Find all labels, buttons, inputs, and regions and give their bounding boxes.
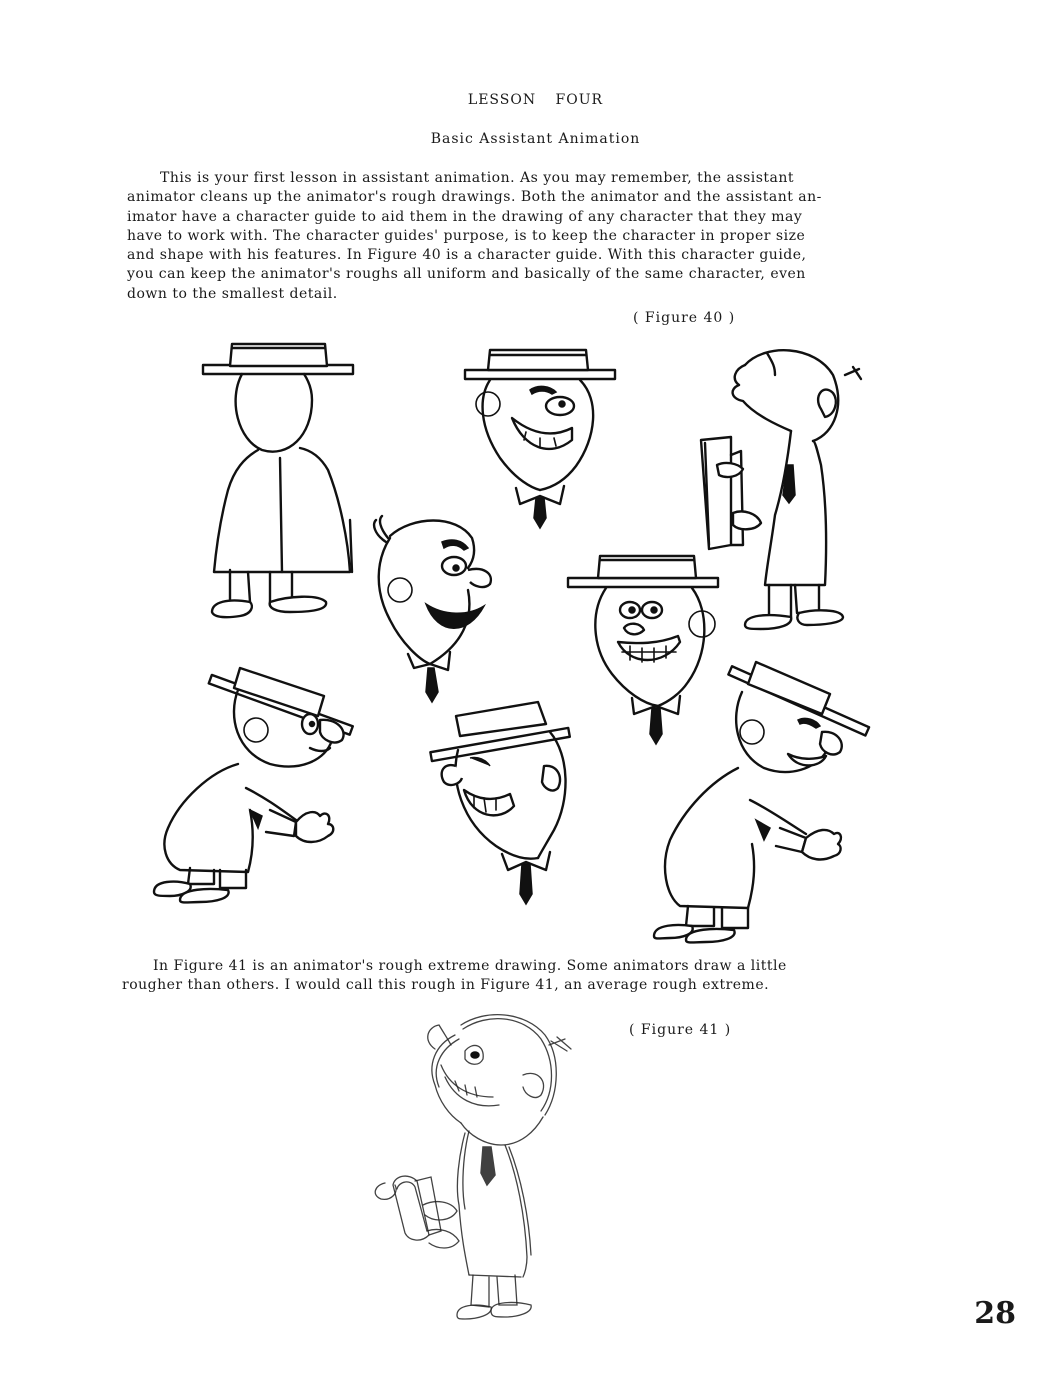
pose-lean-left <box>154 668 353 903</box>
paragraph-line: and shape with his features. In Figure 40 is a character guide. With this character guide, <box>127 247 807 264</box>
lesson-subheading: Basic Assistant Animation <box>430 131 641 147</box>
character-guide-drawing <box>150 340 870 950</box>
pose-side-holding-hat <box>701 350 861 629</box>
paragraph-line: In Figure 41 is an animator's rough extreme drawing. Some animators draw a little <box>153 958 787 974</box>
paragraph-line: rougher than others. I would call this rough in Figure 41, an average rough extreme. <box>122 977 770 994</box>
rough-extreme-paragraph <box>122 957 914 996</box>
figure-40-character-guide <box>150 340 870 950</box>
paragraph-line: imator have a character guide to aid them in the drawing of any character that they may <box>127 208 803 225</box>
page-number: 28 <box>974 1296 1016 1331</box>
pose-front-hat-teeth <box>568 556 718 744</box>
figure-40-caption: ( Figure 40 ) <box>633 310 736 326</box>
paragraph-line: This is your first lesson in assistant animation. As you may remember, the assistant <box>160 170 795 186</box>
paragraph-line: animator cleans up the animator's rough drawings. Both the animator and the assistant an- <box>127 189 822 206</box>
pose-back-view <box>203 344 353 617</box>
paragraph-line: down to the smallest detail. <box>127 285 338 302</box>
rough-sketch-drawing <box>365 1005 595 1340</box>
pose-tilted-head <box>430 702 569 904</box>
intro-paragraph <box>127 169 942 304</box>
figure-41-rough-extreme <box>365 1005 595 1340</box>
pose-front-grin <box>465 350 615 528</box>
paragraph-line: you can keep the animator's roughs all uniform and basically of the same character, even <box>127 266 806 283</box>
paragraph-line: have to work with. The character guides' purpose, is to keep the character in proper size <box>127 227 806 244</box>
pose-three-quarter-smile <box>374 516 491 702</box>
lesson-heading: LESSON FOUR <box>467 92 604 108</box>
figure-41-caption: ( Figure 41 ) <box>629 1022 732 1038</box>
pose-lean-right <box>654 662 869 943</box>
